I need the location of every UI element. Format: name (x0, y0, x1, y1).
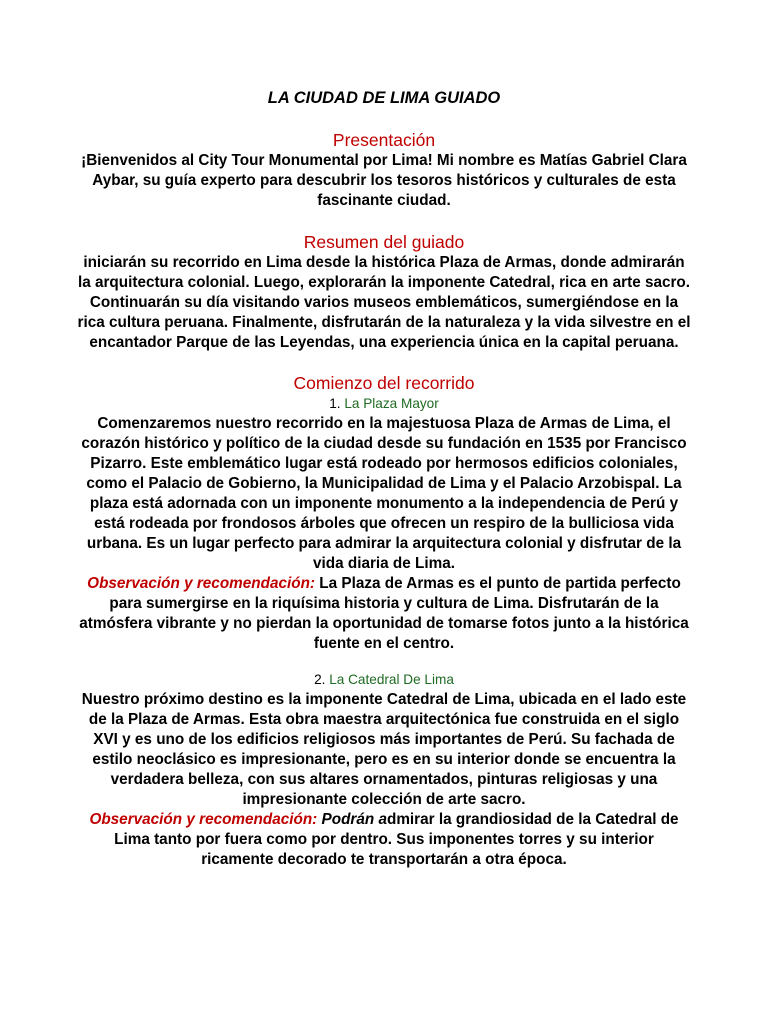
tour-stop-observation (76, 810, 692, 870)
tour-stop-title (76, 394, 692, 414)
presentacion-paragraph: ¡Bienvenidos al City Tour Monumental por Lima! Mi nombre es Matías Gabriel Clara Aybar, su guía experto para descubrir los tesoros históricos y culturales de esta fascinante ciudad. (81, 152, 687, 209)
observation-text: La Plaza de Armas es el punto de partida perfecto para sumergirse en la riquísima historia y cultura de Lima. Disfrutarán de la atmósfera vibrante y no pierdan la oportunidad de tomarse fotos junto a la histórica fuente en el centro. (79, 575, 689, 652)
observation-italic: Podrán a (317, 811, 387, 828)
tour-stop-description: Comenzaremos nuestro recorrido en la majestuosa Plaza de Armas de Lima, el corazón histórico y político de la ciudad desde su fundación en 1535 por Francisco Pizarro. Este emblemático lugar está rodeado por hermosos edificios coloniales, como el Palacio de Gobierno, la Municipalidad de Lima y el Palacio Arzobispal. La plaza está adornada con un imponente monumento a la independencia de Perú y está rodeada por frondosos árboles que ofrecen un respiro de la bulliciosa vida urbana. Es un lugar perfecto para admirar la arquitectura colonial y disfrutar de la vida diaria de Lima. (81, 415, 687, 572)
tour-stop (76, 394, 692, 654)
document-title: LA CIUDAD DE LIMA GUIADO (267, 89, 501, 107)
tour-stop-name: La Catedral De Lima (329, 672, 454, 687)
tour-stop-description: Nuestro próximo destino es la imponente Catedral de Lima, ubicada en el lado este de la Plaza de Armas. Esta obra maestra arquitectónica fue construida en el siglo XVI y es uno de los edificios religiosos más importantes de Perú. Su fachada de estilo neoclásico es impresionante, pero es en su interior donde se encuentra la verdadera belleza, con sus altares ornamentados, pinturas religiosas y una impresionante colección de arte sacro. (81, 691, 687, 808)
resumen-paragraph: iniciarán su recorrido en Lima desde la histórica Plaza de Armas, donde admirarán la arquitectura colonial. Luego, explorarán la imponente Catedral, rica en arte sacro. Continuarán su día visitando varios museos emblemáticos, sumergiéndose en la rica cultura peruana. Finalmente, disfrutarán de la naturaleza y la vida silvestre en el encantador Parque de las Leyendas, una experiencia única en la capital peruana. (77, 254, 691, 351)
tour-stop-observation (76, 574, 692, 654)
observation-text: dmirar la grandiosidad de la Catedral de Lima tanto por fuera como por dentro. Sus imponentes torres y su interior ricamente decorado te transportarán a otra época. (114, 811, 679, 868)
tour-stop-number: 1. (329, 396, 341, 411)
tour-stop-name: La Plaza Mayor (344, 396, 439, 411)
section-heading-resumen: Resumen del guiado (303, 232, 465, 252)
section-heading-presentacion: Presentación (332, 130, 436, 150)
observation-label: Observación y recomendación: (87, 575, 316, 592)
section-heading-comienzo: Comienzo del recorrido (293, 373, 475, 393)
tour-stop-number: 2. (314, 672, 326, 687)
tour-stop (76, 670, 692, 870)
tour-stop-title (76, 670, 692, 690)
observation-label: Observación y recomendación: (89, 811, 318, 828)
